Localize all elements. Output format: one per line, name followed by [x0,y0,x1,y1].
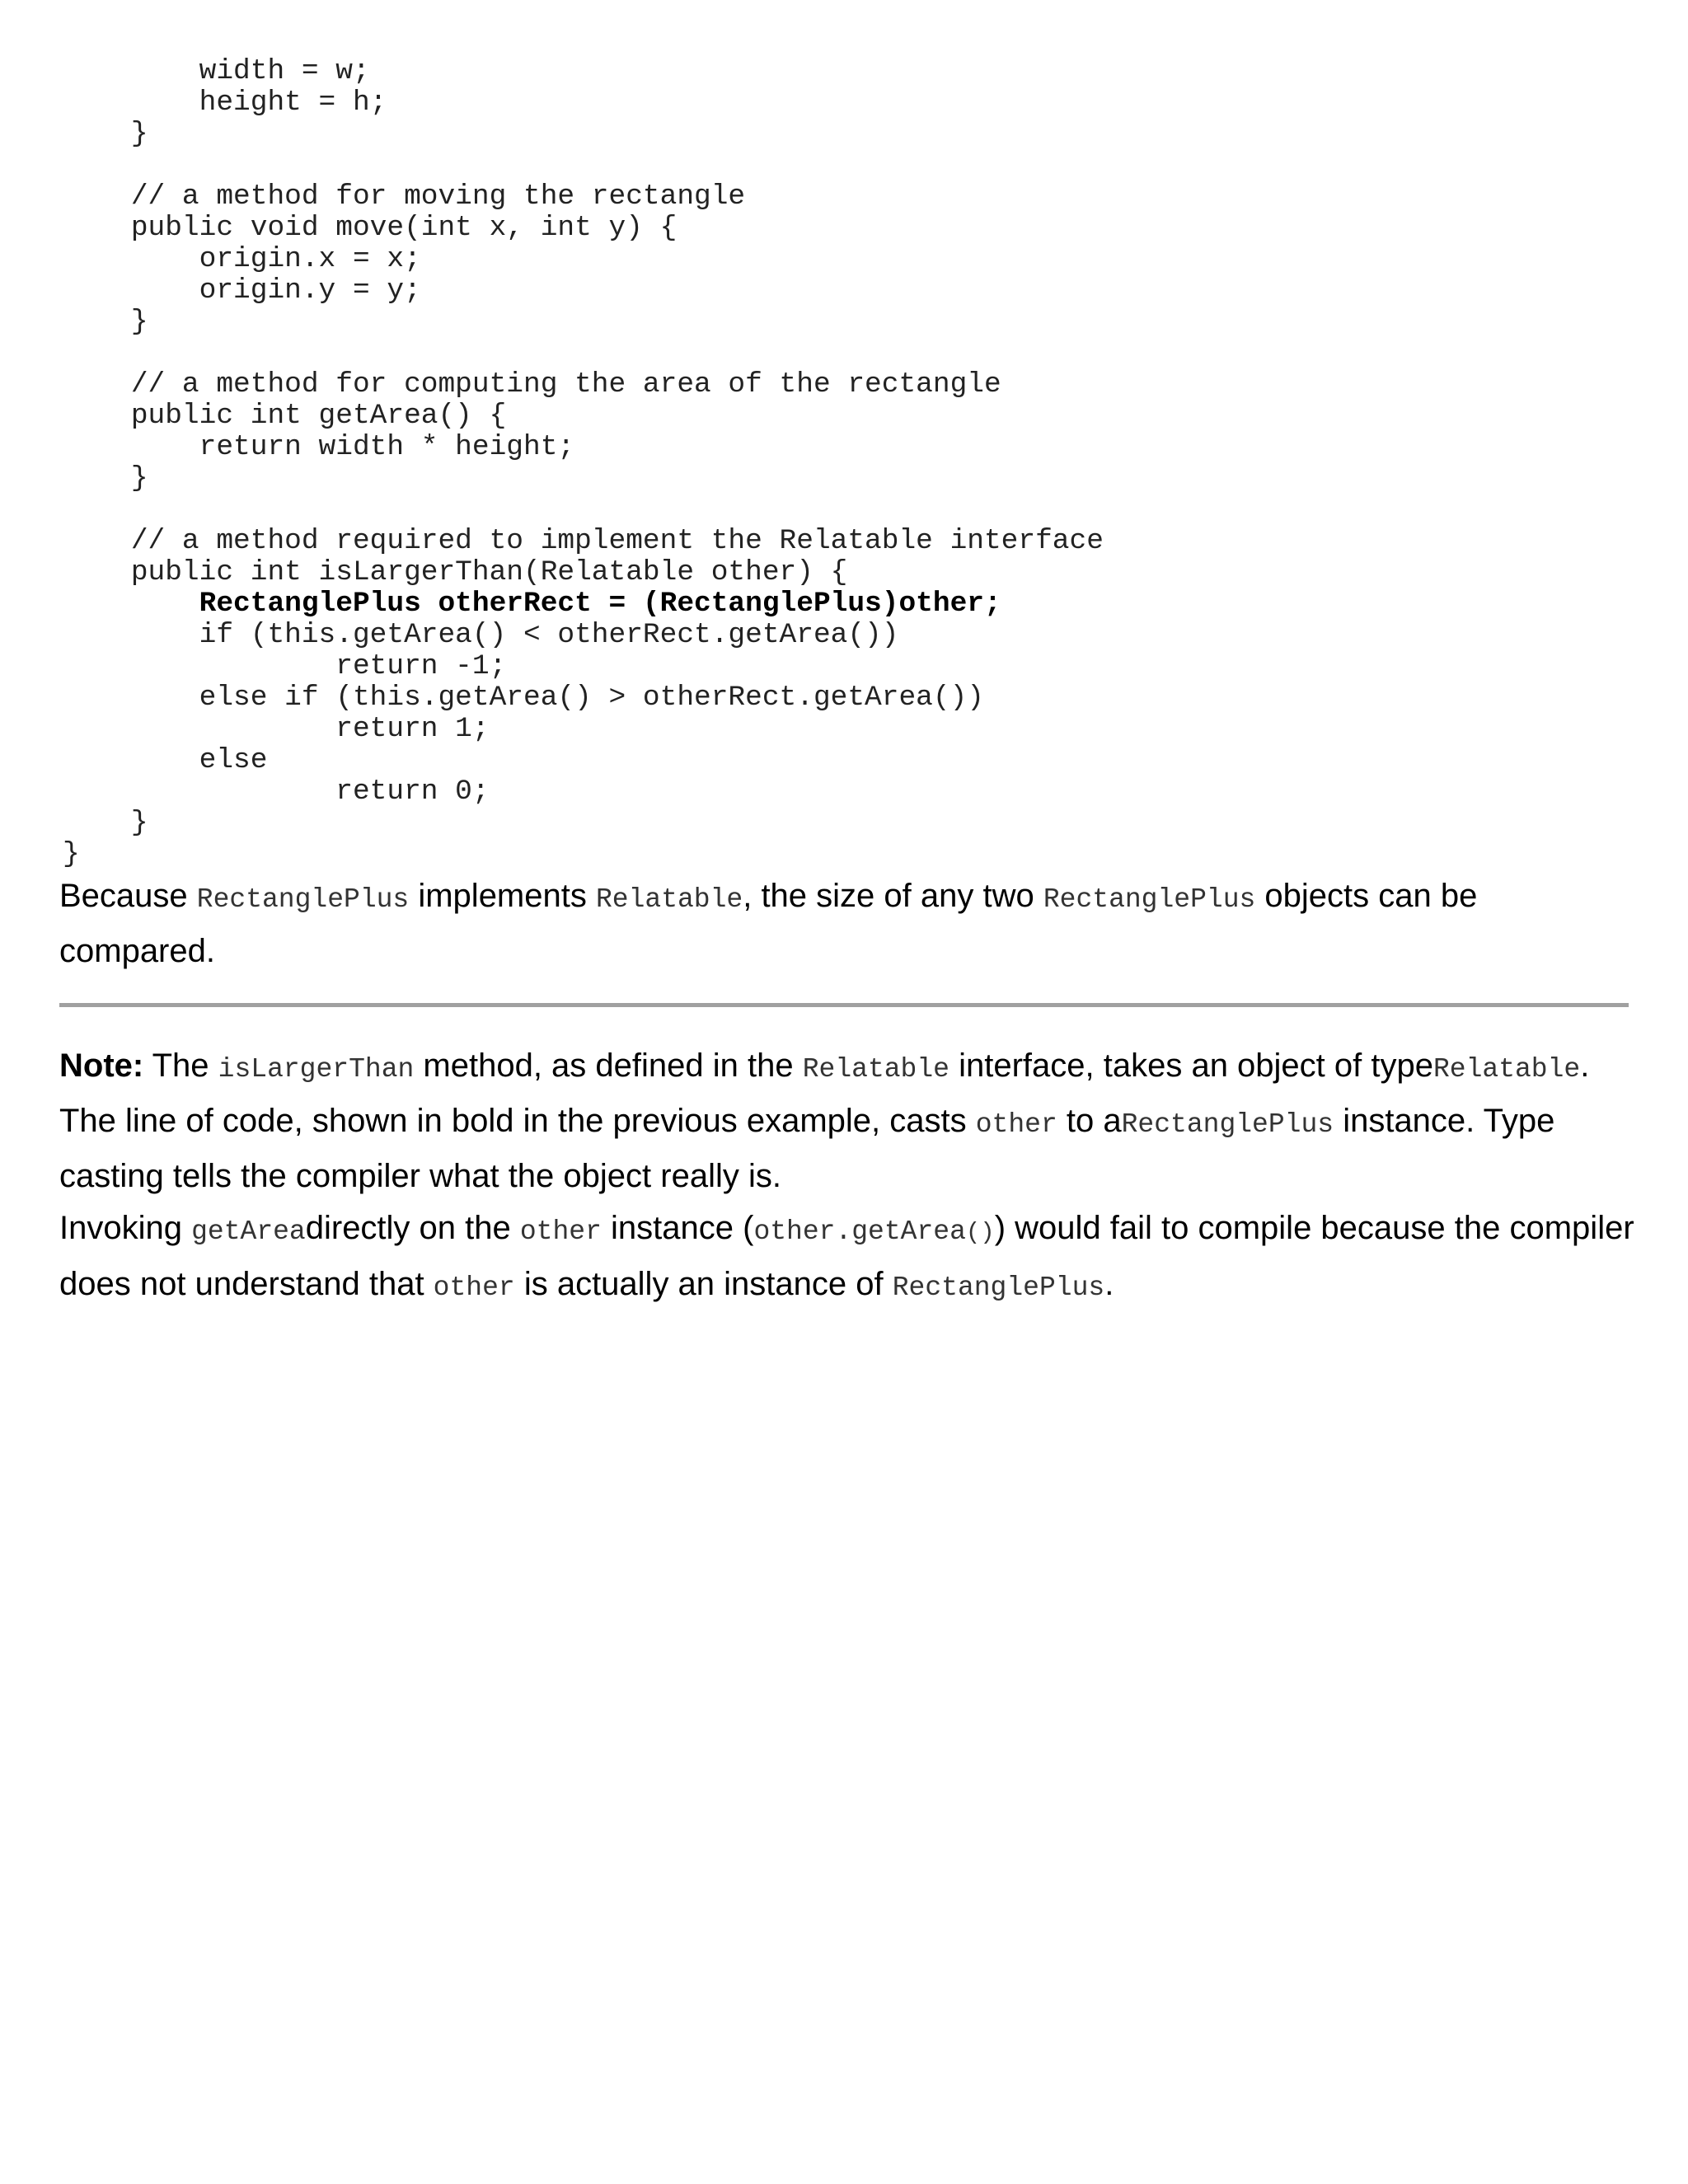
code-line: width = w; [63,55,370,87]
text: Invoking [59,1210,192,1246]
inline-code: RectanglePlus [196,884,410,915]
text: ) would fail to compile because the compiler does not understand that [59,1210,1634,1302]
inline-code: isLargerThan [218,1054,415,1085]
horizontal-divider [59,1003,1629,1007]
inline-code: other [519,1216,602,1247]
code-line: // a method for computing the area of the rectangle [63,368,1001,401]
inline-code: RectanglePlus [1043,884,1256,915]
code-line: return 1; [63,713,490,745]
code-line: // a method required to implement the Relatable interface [63,525,1104,557]
text: interface, takes an object of type [949,1047,1433,1084]
inline-code: other [433,1272,515,1303]
inline-code: other.getArea [753,1216,966,1247]
text: objects can be compared. [59,878,1478,969]
code-line: else [63,744,268,776]
code-line: public int isLargerThan(Relatable other) { [63,556,848,588]
inline-code: Relatable [1432,1054,1581,1085]
code-line: height = h; [63,87,387,119]
code-line [63,494,1104,526]
code-line: else if (this.getArea() > otherRect.getArea()) [63,682,984,714]
inline-code: Relatable [595,884,743,915]
text: is actually an instance of [514,1266,893,1302]
code-line: return width * height; [63,431,575,463]
text: The [143,1047,218,1084]
text: method, as defined in the [414,1047,803,1084]
code-line: if (this.getArea() < otherRect.getArea()) [63,619,899,651]
code-line: return -1; [63,650,507,682]
code-listing [63,56,1104,870]
text: instance ( [601,1210,754,1246]
code-line: RectanglePlus otherRect = (RectanglePlus)other; [63,588,1001,620]
code-line: return 0; [63,776,490,808]
inline-code: () [965,1219,995,1246]
note-label: Note: [59,1047,144,1084]
inline-code: RectanglePlus [892,1272,1105,1303]
code-line: origin.y = y; [63,274,421,307]
code-line: } [63,306,148,338]
code-line [63,150,1104,181]
code-line [63,338,1104,369]
text: directly on the [305,1210,520,1246]
inline-code: Relatable [802,1054,950,1085]
text: implements [409,878,596,914]
inline-code: other [975,1109,1057,1140]
code-line: origin.x = x; [63,243,421,275]
paragraph-comparison [59,870,1642,977]
code-line: } [63,462,148,494]
text: . The line of code, shown in bold in the previous example, casts [59,1047,1590,1139]
code-line: // a method for moving the rectangle [63,180,746,213]
code-line: public void move(int x, int y) { [63,212,678,244]
text: . [1104,1266,1114,1302]
code-line: } [63,807,148,839]
text: Because [59,878,197,914]
code-line: } [63,118,148,150]
inline-code: getArea [191,1216,306,1247]
code-line: } [63,838,80,870]
code-line: public int getArea() { [63,400,507,432]
text: , the size of any two [743,878,1043,914]
text: instance. Type casting tells the compiler what the object really is. [59,1103,1555,1194]
text: to a [1057,1103,1122,1139]
note-paragraph [59,1040,1642,1314]
inline-code: RectanglePlus [1121,1109,1334,1140]
